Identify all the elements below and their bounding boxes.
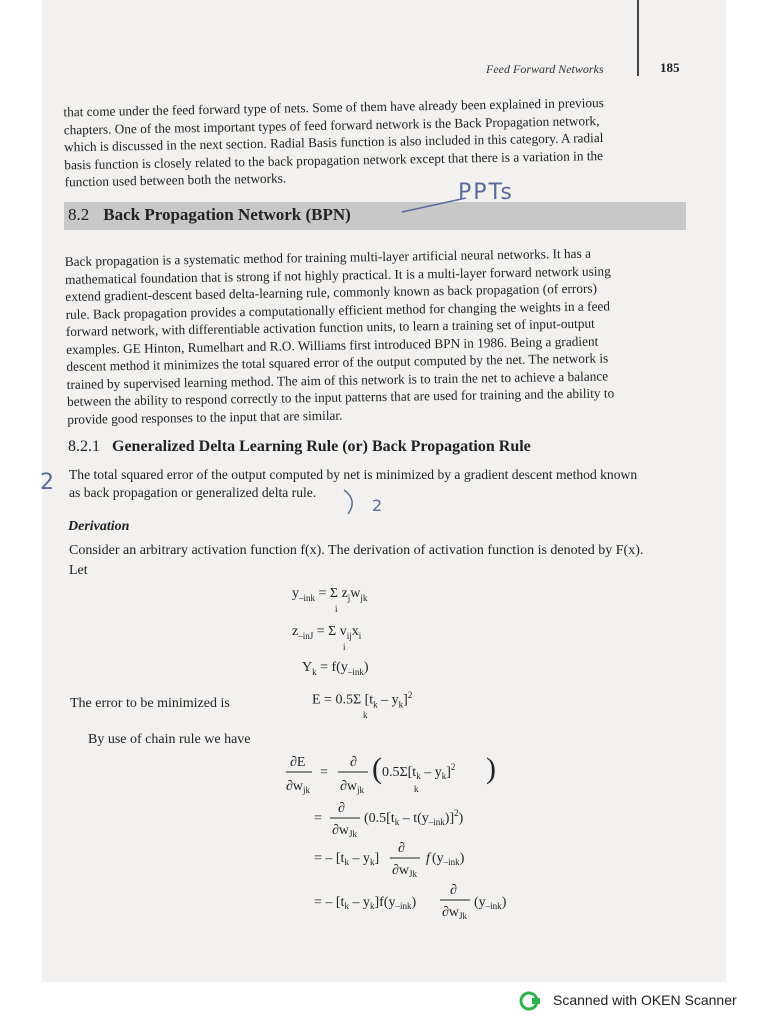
svg-text:(y–ink): $(y_{-ink})$: [432, 851, 465, 867]
svg-text:∂: ∂: [398, 841, 405, 856]
text-line: Back propagation is a systematic method for training multi-layer artificial neural networks. It has a: [64, 245, 592, 269]
derivation-let: Let: [69, 563, 88, 578]
text-line: basis function is closely related to the back propagation network except that there is a variation in the: [64, 147, 604, 172]
header-rule: [637, 0, 639, 76]
svg-text:=: =: [320, 765, 328, 780]
equation-z-inj: $z_{-inJ} = \Sigma$ $v_{ij}x_i$: [292, 624, 362, 641]
intro-paragraph: [63, 93, 684, 191]
svg-text:∂wJk: $\partial w_{Jk}$: [442, 905, 468, 921]
section-title: Back Propagation Network (BPN): [103, 205, 351, 224]
svg-text:∂wJk: $\partial w_{Jk}$: [332, 823, 358, 839]
svg-text:(y–ink): $(y_{-ink})$: [474, 895, 507, 911]
text-line: which is discussed in the next section. Radial Basis function is also included in this category. A radial: [63, 129, 604, 155]
svg-text:= – [tk – yk]f(y–ink): = – $[t_k - y_k]f(y_{-ink})$: [314, 895, 417, 911]
svg-text:(0.5[tk – t(y–ink)]2): $(0.5[t_k - t(y_{-ink})]^2)$: [364, 808, 464, 827]
page-number: 185: [660, 60, 680, 75]
svg-text:): ): [486, 752, 496, 785]
section-number: 8.2: [68, 205, 90, 224]
handwritten-ppts-note: PPTs: [458, 180, 514, 205]
handwritten-underline-stroke: [400, 192, 470, 216]
text-line: rule. Back propagation provides a computationally efficient method for changing the weights in a feed: [65, 297, 611, 322]
running-header: Feed Forward Networks: [486, 62, 604, 76]
svg-text:=: =: [314, 811, 322, 826]
svg-text:f: f: [426, 851, 430, 866]
text-line: examples. GE Hinton, Rumelhart and R.O. Williams first introduced BPN in 1986. Being a gradient: [66, 333, 599, 357]
subsection-title: Generalized Delta Learning Rule (or) Back Propagation Rule: [112, 438, 531, 455]
subsection-number: 8.2.1: [68, 438, 100, 455]
text-line: mathematical foundation that is strong if not highly practical. It is a multi-layer forward network using: [64, 262, 611, 287]
svg-text:∂wjk: $\partial w_{jk}$: [286, 779, 311, 795]
bpn-paragraph: [65, 243, 698, 428]
text-line: extend gradient-descent based delta-learning rule, commonly known as back propagation (of errors): [65, 280, 598, 304]
svg-text:∂: ∂: [350, 755, 357, 770]
derivation-intro: Consider an arbitrary activation function f(x). The derivation of activation function is denoted by F(x).: [69, 543, 644, 558]
chain-rule-label: By use of chain rule we have: [88, 732, 251, 747]
handwritten-margin-mark: 2: [40, 470, 54, 495]
text-line: as back propagation or generalized delta rule.: [69, 484, 317, 500]
svg-text:∂: ∂: [450, 883, 457, 898]
derivation-heading: Derivation: [68, 519, 130, 534]
text-line: provide good responses to the input that are similar.: [67, 407, 343, 427]
equation-y-ink: $y_{-ink} = \Sigma$ $z_jw_{jk}$: [292, 586, 368, 603]
svg-text:∂: ∂: [338, 801, 345, 816]
sum-index-j: i: [335, 604, 338, 614]
scanner-logo-icon: [519, 991, 541, 1011]
equation-error: E = 0.5Σ $[t_k - y_k]^2$: [312, 690, 413, 710]
text-line: between the ability to respond correctly to the input patterns that are used for training and the ability to: [66, 385, 615, 409]
scanner-watermark-text: Scanned with OKEN Scanner: [553, 992, 737, 1008]
svg-text:∂wJk: $\partial w_{Jk}$: [392, 863, 418, 879]
svg-text:∂E: ∂E: [290, 755, 306, 770]
svg-text:(: (: [372, 752, 382, 785]
svg-text:k: k: [414, 784, 419, 794]
sum-index-k: k: [363, 710, 368, 720]
equation-yk: $Y_k = f(y_{-ink})$: [302, 660, 369, 677]
chain-rule-equations: [280, 748, 520, 926]
svg-text:∂wjk: $\partial w_{jk}$: [340, 779, 365, 795]
text-line: that come under the feed forward type of nets. Some of them have already been explained in previous: [63, 94, 605, 120]
text-line: forward network, with differentiable activation function units, to learn a training set of input-output: [65, 315, 595, 339]
handwritten-bracket-stroke: [340, 488, 400, 518]
text-line: function used between both the networks.: [64, 170, 287, 190]
subsection-heading: [68, 438, 531, 456]
sum-index-i: i: [343, 642, 346, 652]
svg-text:0.5Σ[tk – yk]2: $0.5\Sigma[t_k - y_k]^2$: [382, 762, 456, 781]
error-label: The error to be minimized is: [70, 696, 230, 711]
text-line: trained by supervised learning method. The aim of this network is to train the net to achieve a balance: [66, 367, 609, 392]
text-line: descent method it minimizes the total squared error of the output computed by the net. The network is: [66, 350, 609, 374]
section-heading: [68, 205, 351, 225]
svg-text:= – [tk – yk]: = – $[t_k - y_k]$: [314, 851, 380, 867]
handwritten-mark-two: 2: [372, 496, 383, 515]
text-line: The total squared error of the output computed by net is minimized by a gradient descent method known: [69, 467, 638, 482]
text-line: chapters. One of the most important types of feed forward network is the Back Propagation network,: [63, 112, 600, 137]
